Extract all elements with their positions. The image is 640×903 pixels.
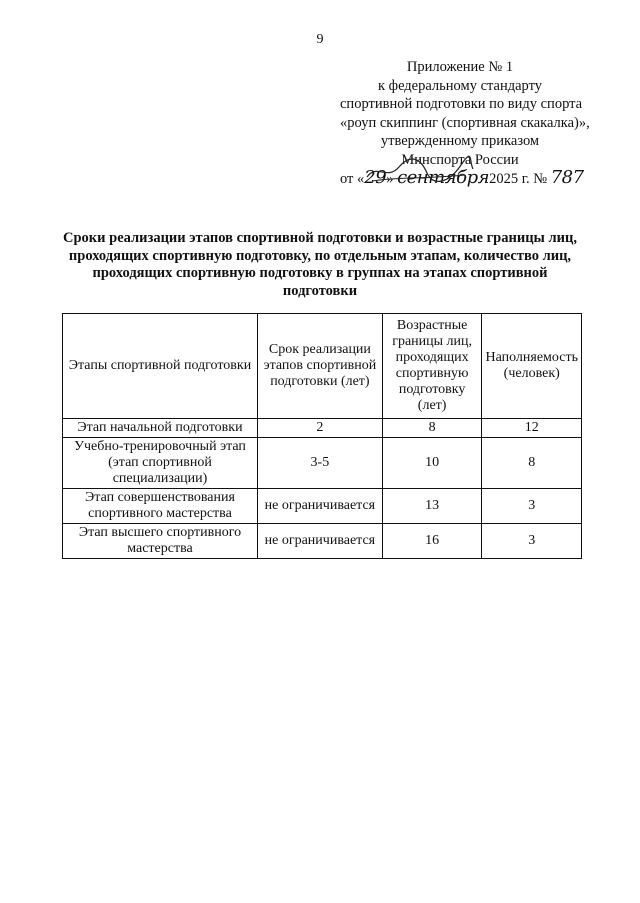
table-cell: не ограничивается [257,524,382,559]
order-mid: » [386,171,398,187]
appendix-line: спортивной подготовки по виду спорта [340,96,583,112]
order-number: 787 [550,167,584,188]
table-cell: 13 [382,489,482,524]
appendix-line: к федеральному стандарту [378,77,542,94]
table-cell: 16 [382,524,482,559]
order-prefix: от « [340,171,365,187]
page-number: 9 [316,32,324,47]
table-cell: 12 [482,419,582,438]
header-cell: Наполняемость (человек) [482,314,582,419]
order-date-line [340,167,584,189]
table-cell: Этап начальной подготовки [63,419,258,438]
header-cell: Возрастные границы лиц, проходящих спортивную подготовку (лет) [382,314,482,419]
table-cell: 8 [382,419,482,438]
table-cell: 3 [482,489,582,524]
header-cell: Этапы спортивной подготовки [63,314,258,419]
appendix-line: «роуп скиппинг (спортивная скакалка)», [340,114,590,131]
header-cell: Срок реализации этапов спортивной подготовки (лет) [257,314,382,419]
document-title: Сроки реализации этапов спортивной подготовки и возрастные границы лиц, проходящих спортивную подготовку, по отдельным этапам, количество лиц, проходящих спортивную подготовку в группах на этапах спортивной подготовки [63,230,577,299]
order-day: 29 [364,167,387,188]
appendix-block [340,58,590,189]
table-cell: 3-5 [257,438,382,489]
table-cell: 2 [257,419,382,438]
table-cell: Этап высшего спортивного мастерства [63,524,258,559]
table-cell: Учебно-тренировочный этап (этап спортивной специализации) [63,438,258,489]
signature-scribble [365,155,475,185]
appendix-line: Минспорта России [401,151,519,168]
table-cell: 10 [382,438,482,489]
table-cell: 3 [482,524,582,559]
table-row [63,419,582,438]
appendix-line: Приложение № 1 [406,59,514,75]
stages-table [62,313,582,559]
order-year: 2025 г. № [489,171,551,187]
table-cell: 8 [482,438,582,489]
order-month: сентября [397,167,490,188]
table-row [63,489,582,524]
table-cell: Этап совершенствования спортивного мастерства [63,489,258,524]
appendix-line: утвержденному приказом [380,133,540,149]
table-row [63,524,582,559]
table-cell: не ограничивается [257,489,382,524]
table-header-row [63,314,582,419]
table-row [63,438,582,489]
